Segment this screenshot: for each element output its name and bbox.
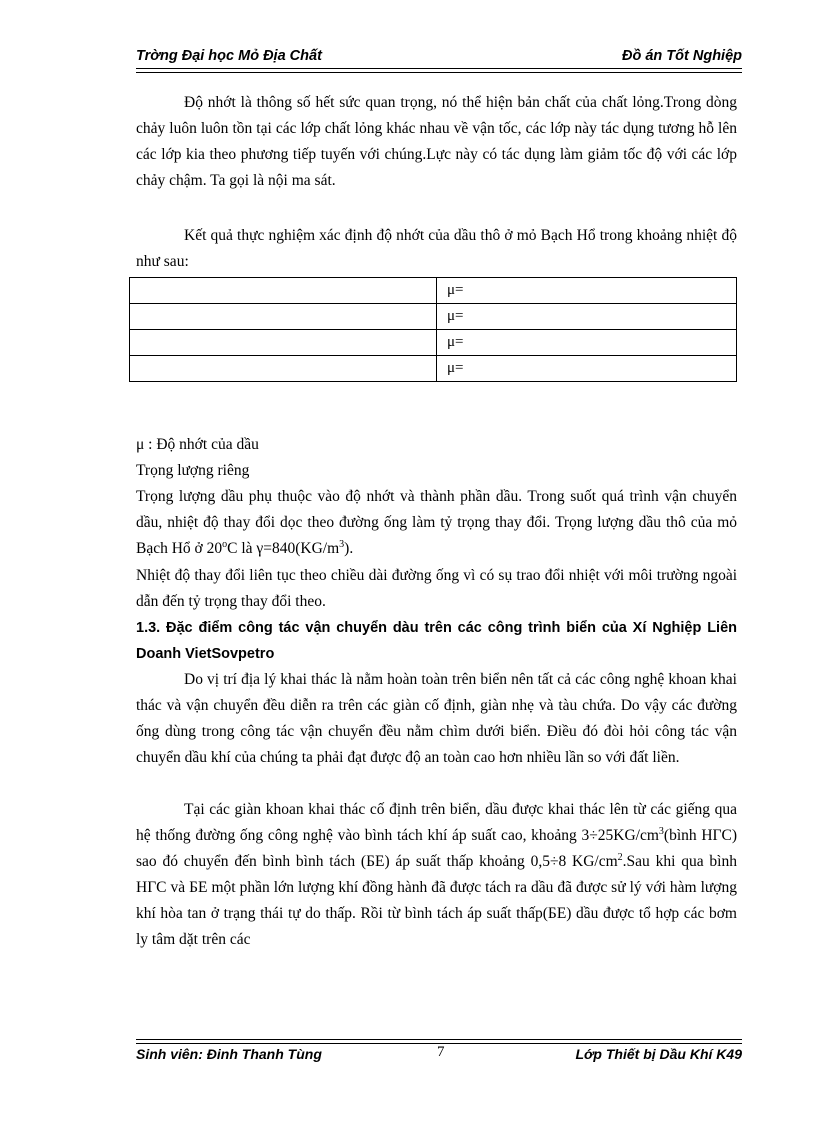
header-doc-type: Đồ án Tốt Nghiệp <box>621 48 742 64</box>
degree-superscript: o <box>222 538 228 550</box>
paragraph-viscosity-intro: Độ nhớt là thông số hết sức quan trọng, nó thể hiện bản chất của chất lỏng.Trong dòng chảy luôn luôn tồn tại các lớp chất lỏng khác nhau về vận tốc, các lớp này tác dụng tương hỗ lên các lớp kia theo phương tiếp tuyến với chúng.Lực này có tác dụng làm giảm tốc độ với các lớp chảy chậm. Ta gọi là nội ma sát. <box>136 94 737 189</box>
page-header <box>136 48 742 70</box>
specific-weight-value: C là γ=840(KG/m <box>227 540 340 557</box>
table-cell-temperature <box>130 304 437 330</box>
header-university: Trờng Đại học Mỏ Địa Chất <box>136 48 322 64</box>
separation-text-a: Tại các giàn khoan khai thác cố định trên biển, dầu được khai thác lên từ các giếng qua hệ thống đường ống công nghệ vào bình tách khí áp suất cao, khoảng 3÷25KG/cm <box>136 801 737 844</box>
specific-weight-end: ). <box>344 540 354 557</box>
footer-student: Sinh viên: Đinh Thanh Tùng <box>136 1046 322 1062</box>
separation-text-c: .Sau khi qua bình HГC và БЕ một phần lớn lượng khí đồng hành đã được tách ra dầu đã được sử lý với hàm lượng khí hòa tan ở trạng thái tự do thấp. Rồi từ bình tách áp suất thấp(БЕ) dầu được tổ hợp các bơm ly tâm dặt trên các <box>136 853 737 948</box>
table-row <box>130 304 737 330</box>
table-cell-viscosity: μ= <box>437 330 737 356</box>
page-number: 7 <box>437 1044 445 1060</box>
table-row <box>130 278 737 304</box>
header-rule-double <box>136 72 742 73</box>
cubic-superscript: 3 <box>339 538 345 550</box>
paragraph-separation-process <box>136 797 737 953</box>
pressure-superscript-2: 2 <box>617 851 623 863</box>
table-cell-viscosity: μ= <box>437 356 737 382</box>
table-cell-temperature <box>130 356 437 382</box>
table-row <box>130 356 737 382</box>
table-cell-viscosity: μ= <box>437 304 737 330</box>
page-footer <box>136 1046 742 1068</box>
paragraph-temperature-change: Nhiệt độ thay đổi liên tục theo chiều dài đường ống vì có sụ trao đổi nhiệt với môi trường ngoài dẫn đến tỷ trọng thay đổi theo. <box>136 567 737 610</box>
paragraph-offshore-location: Do vị trí địa lý khai thác là nằm hoàn toàn trên biển nên tất cả các công nghệ khoan khai thác và vận chuyển đều diễn ra trên các giàn cố định, giàn nhẹ và tàu chứa. Do vậy các đường ống dùng trong công tác vận chuyển đều nằm chìm dưới biển. Điều đó đòi hỏi công tác vận chuyển dầu khí của chúng ta phải đạt được độ an toàn cao hơn nhiều lần so với đất liền. <box>136 671 737 766</box>
mu-definition: μ : Độ nhớt của dầu <box>136 436 259 453</box>
pressure-superscript-1: 3 <box>658 825 664 837</box>
viscosity-table <box>129 277 737 382</box>
footer-class: Lớp Thiết bị Dầu Khí K49 <box>575 1046 742 1062</box>
specific-weight-title: Trọng lượng riêng <box>136 462 250 479</box>
specific-weight-text: Trọng lượng dầu phụ thuộc vào độ nhớt và thành phần dầu. Trong suốt quá trình vận chuyển dầu, nhiệt độ thay đổi dọc theo đường ống làm tỷ trọng thay đổi. Trọng lượng dầu thô của mỏ Bạch Hổ ở 20 <box>136 488 737 557</box>
header-rule <box>136 68 742 69</box>
paragraph-experiment: Kết quả thực nghiệm xác định độ nhớt của dầu thô ở mỏ Bạch Hổ trong khoảng nhiệt độ như sau: <box>136 227 737 270</box>
table-cell-viscosity: μ= <box>437 278 737 304</box>
footer-rule <box>136 1039 742 1040</box>
table-row <box>130 330 737 356</box>
section-heading: 1.3. Đặc điểm công tác vận chuyển dàu trên các công trình biển của Xí Nghiệp Liên Doanh VietSovpetro <box>136 620 737 662</box>
paragraph-specific-weight <box>136 484 737 562</box>
table-cell-temperature <box>130 330 437 356</box>
separation-text-b: (bình HГC) sao đó chuyển đến bình bình tách (БЕ) áp suất thấp khoảng 0,5÷8 KG/cm <box>136 827 737 870</box>
table-cell-temperature <box>130 278 437 304</box>
